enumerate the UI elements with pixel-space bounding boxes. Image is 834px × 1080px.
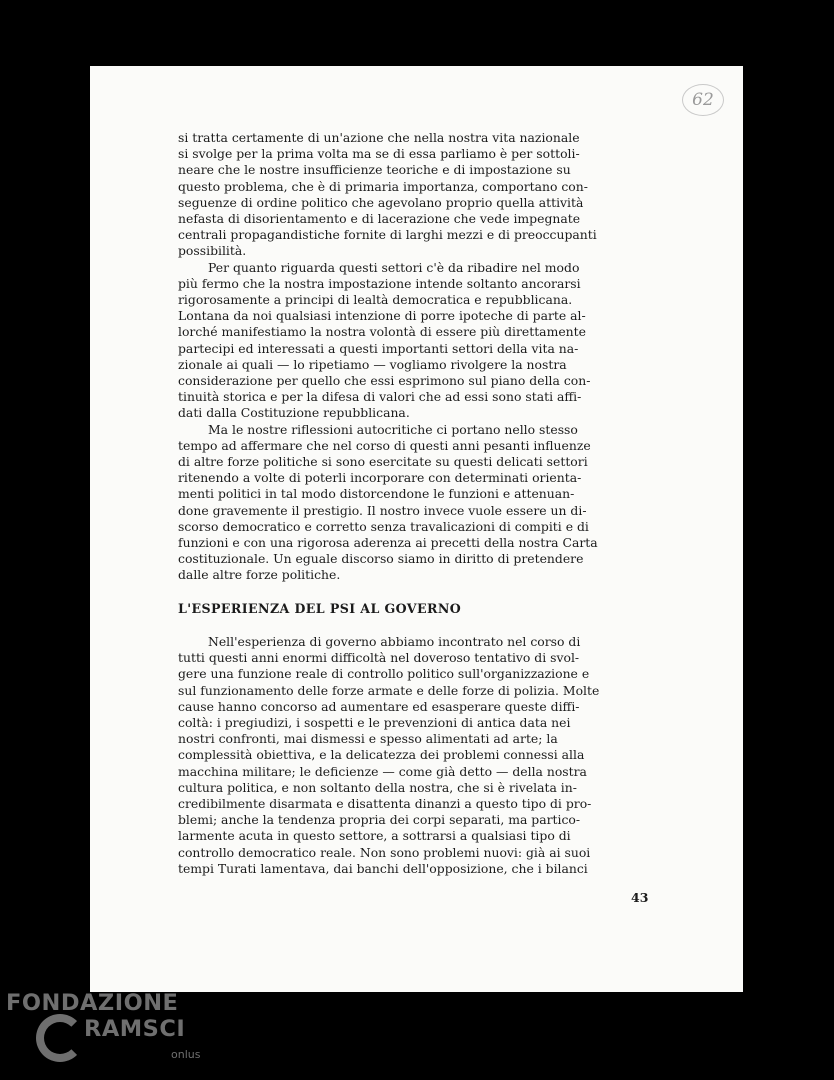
text-line: cause hanno concorso ad aumentare ed esasperare queste diffi-	[178, 698, 580, 714]
text-line: tinuità storica e per la difesa di valori che ad essi sono stati affi-	[178, 389, 582, 405]
text-line: più fermo che la nostra impostazione intende soltanto ancorarsi	[178, 275, 581, 291]
text-line: complessità obiettiva, e la delicatezza dei problemi connessi alla	[178, 747, 585, 763]
section-heading: L'ESPERIENZA DEL PSI AL GOVERNO	[178, 601, 462, 616]
text-line: done gravemente il prestigio. Il nostro invece vuole essere un di-	[178, 502, 587, 518]
text-line: larmente acuta in questo settore, a sottrarsi a qualsiasi tipo di	[178, 828, 571, 844]
text-line: tutti questi anni enormi difficoltà nel doveroso tentativo di svol-	[178, 650, 580, 666]
text-line: lorché manifestiamo la nostra volontà di essere più direttamente	[178, 324, 586, 340]
text-line: costituzionale. Un eguale discorso siamo in diritto di pretendere	[178, 551, 584, 567]
text-line: sul funzionamento delle forze armate e delle forze di polizia. Molte	[178, 682, 600, 698]
text-line: di altre forze politiche si sono esercitate su questi delicati settori	[178, 454, 588, 470]
logo-g-icon	[36, 1014, 84, 1062]
text-line: zionale ai quali — lo ripetiamo — vogliamo rivolgere la nostra	[178, 356, 567, 372]
text-line: dalle altre forze politiche.	[178, 567, 341, 583]
handwritten-page-note: 62	[682, 84, 724, 116]
text-line: si svolge per la prima volta ma se di essa parliamo è per sottoli-	[178, 146, 580, 162]
text-line: seguenze di ordine politico che agevolano proprio quella attività	[178, 194, 584, 210]
text-line: Nell'esperienza di governo abbiamo incontrato nel corso di	[208, 634, 581, 649]
body-text-section-2	[178, 634, 642, 877]
body-text-section-1	[178, 130, 642, 584]
document-page	[90, 66, 743, 992]
text-line: funzioni e con una rigorosa aderenza ai precetti della nostra Carta	[178, 535, 598, 551]
text-line: centrali propagandistiche fornite di larghi mezzi e di preoccupanti	[178, 227, 597, 243]
text-line: tempo ad affermare che nel corso di questi anni pesanti influenze	[178, 437, 591, 453]
text-line: questo problema, che è di primaria importanza, comportano con-	[178, 178, 588, 194]
text-line: neare che le nostre insufficienze teoriche e di impostazione su	[178, 162, 571, 178]
text-line: cultura politica, e non soltanto della nostra, che si è rivelata in-	[178, 779, 577, 795]
text-line: blemi; anche la tendenza propria dei corpi separati, ma partico-	[178, 812, 581, 828]
text-line: partecipi ed interessati a questi importanti settori della vita na-	[178, 340, 579, 356]
text-line: Per quanto riguarda questi settori c'è da ribadire nel modo	[208, 259, 580, 275]
text-line: tempi Turati lamentava, dai banchi dell'opposizione, che i bilanci	[178, 860, 588, 876]
logo-text-top: FONDAZIONE	[6, 990, 179, 1016]
text-line: ritenendo a volte di poterli incorporare con determinati orienta-	[178, 470, 582, 486]
text-line: si tratta certamente di un'azione che nella nostra vita nazionale	[178, 130, 580, 145]
text-line: Lontana da noi qualsiasi intenzione di porre ipoteche di parte al-	[178, 308, 586, 324]
logo-subtext: onlus	[171, 1048, 201, 1061]
text-line: nostri confronti, mai dismessi e spesso alimentati ad arte; la	[178, 731, 558, 747]
text-line: menti politici in tal modo distorcendone le funzioni e attenuan-	[178, 486, 575, 502]
text-line: dati dalla Costituzione repubblicana.	[178, 405, 410, 421]
logo-text-bottom: RAMSCI	[84, 1016, 186, 1042]
text-line: Ma le nostre riflessioni autocritiche ci portano nello stesso	[208, 421, 578, 437]
text-line: possibilità.	[178, 243, 247, 259]
text-line: scorso democratico e corretto senza travalicazioni di compiti e di	[178, 518, 589, 534]
fondazione-gramsci-logo	[6, 990, 206, 1075]
text-line: coltà: i pregiudizi, i sospetti e le prevenzioni di antica data nei	[178, 715, 571, 731]
text-line: controllo democratico reale. Non sono problemi nuovi: già ai suoi	[178, 844, 591, 860]
text-line: nefasta di disorientamento e di lacerazione che vede impegnate	[178, 211, 581, 227]
text-line: credibilmente disarmata e disattenta dinanzi a questo tipo di pro-	[178, 796, 592, 812]
text-line: considerazione per quello che essi esprimono sul piano della con-	[178, 373, 591, 389]
text-line: rigorosamente a principi di lealtà democratica e repubblicana.	[178, 292, 573, 308]
page-number: 43	[631, 890, 649, 905]
text-line: macchina militare; le deficienze — come già detto — della nostra	[178, 763, 587, 779]
text-line: gere una funzione reale di controllo politico sull'organizzazione e	[178, 666, 590, 682]
